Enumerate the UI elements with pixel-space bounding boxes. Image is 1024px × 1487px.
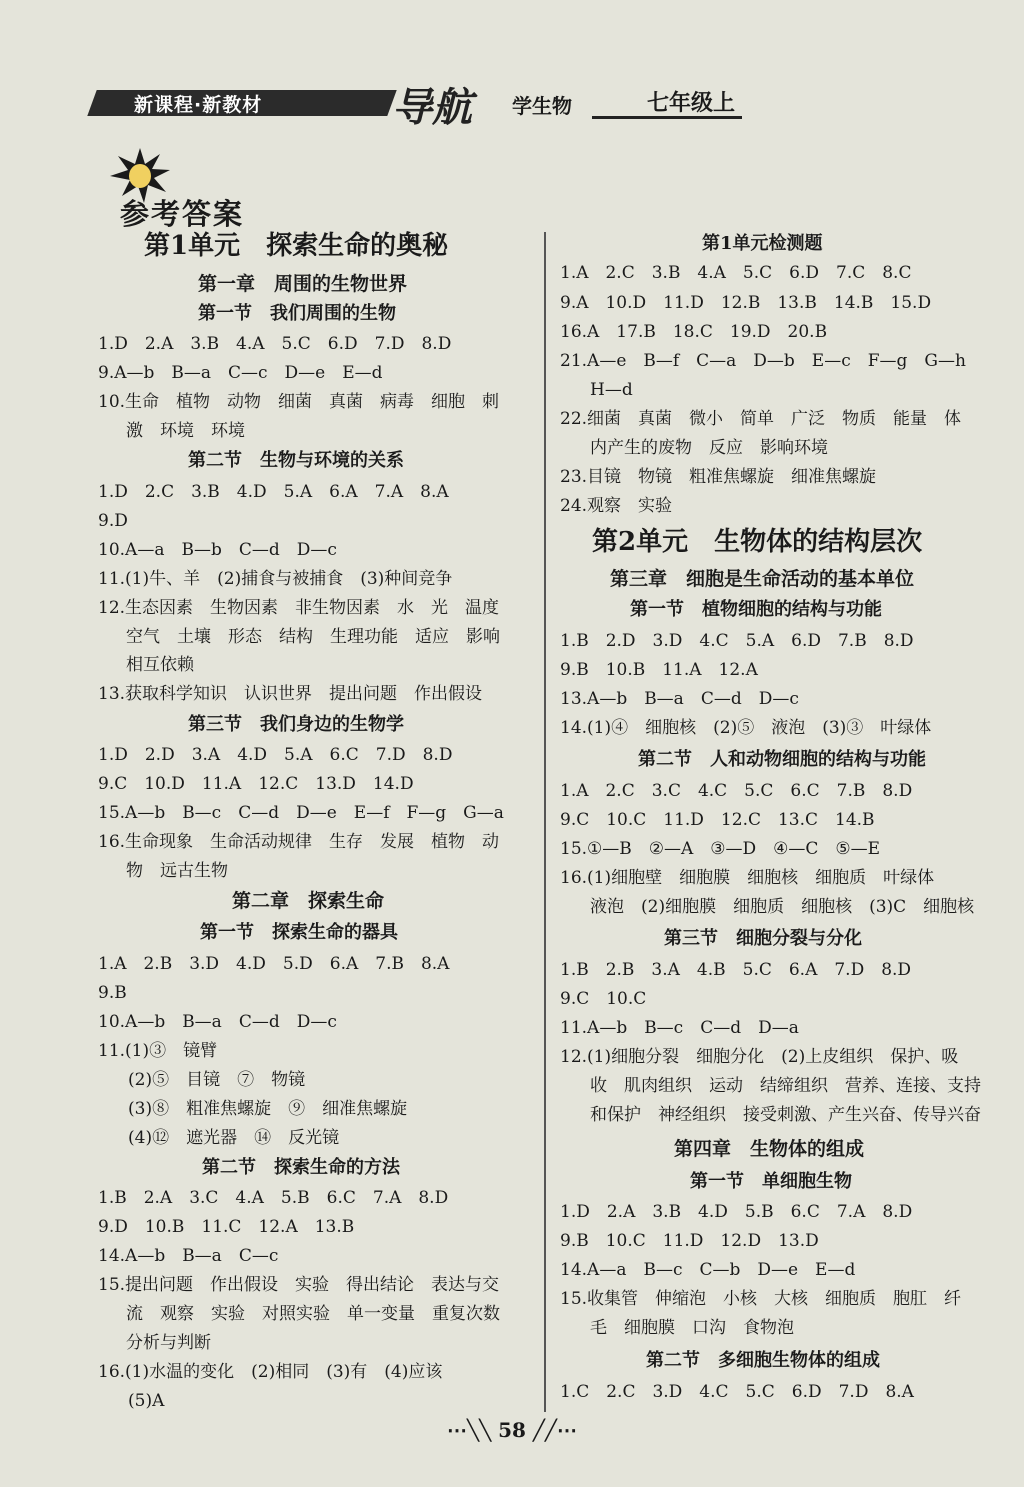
answer-line: 9.B 10.C 11.D 12.D 13.D <box>560 1231 819 1251</box>
answer-line: 9.D <box>98 511 128 531</box>
answer-line: 流 观察 实验 对照实验 单一变量 重复次数 <box>126 1304 500 1324</box>
answer-line: 11.(1)③ 镜臂 <box>98 1041 218 1061</box>
section-heading: 第三节 细胞分裂与分化 <box>664 928 862 949</box>
section-heading: 第一节 我们周围的生物 <box>198 303 396 324</box>
answer-line: 9.C 10.C 11.D 12.C 13.C 14.B <box>560 810 875 830</box>
answer-line: 22.细菌 真菌 微小 简单 广泛 物质 能量 体 <box>560 409 962 429</box>
answer-line: 14.A—b B—a C—c <box>98 1246 279 1266</box>
answer-line: 16.生命现象 生命活动规律 生存 发展 植物 动 <box>98 832 500 852</box>
answer-line: 9.C 10.D 11.A 12.C 13.D 14.D <box>98 774 414 794</box>
page-number: ⋯╲╲ 58 ╱╱⋯ <box>447 1418 577 1442</box>
answer-line: 15.①—B ②—A ③—D ④—C ⑤—E <box>560 839 881 859</box>
answer-line: 收 肌肉组织 运动 结缔组织 营养、连接、支持 <box>590 1076 981 1096</box>
answer-line: 9.D 10.B 11.C 12.A 13.B <box>98 1217 355 1237</box>
answer-line: 和保护 神经组织 接受刺激、产生兴奋、传导兴奋 <box>590 1105 981 1125</box>
answer-line: 1.B 2.A 3.C 4.A 5.B 6.C 7.A 8.D <box>98 1188 449 1208</box>
answer-line: 21.A—e B—f C—a D—b E—c F—g G—h <box>560 351 966 371</box>
answer-line: 激 环境 环境 <box>126 421 245 441</box>
subject-label: 学生物 <box>512 94 572 118</box>
chapter-heading: 第二章 探索生命 <box>232 890 385 912</box>
section-heading: 第1单元检测题 <box>702 233 823 254</box>
chapter-heading: 第一章 周围的生物世界 <box>198 273 408 295</box>
column-divider <box>544 232 546 1412</box>
answer-line: 11.A—b B—c C—d D—a <box>560 1018 799 1038</box>
answer-line: 16.(1)细胞壁 细胞膜 细胞核 细胞质 叶绿体 <box>560 868 935 888</box>
section-heading: 第二节 生物与环境的关系 <box>188 450 404 471</box>
answer-line: (2)⑤ 目镜 ⑦ 物镜 <box>128 1070 306 1090</box>
answer-line: 9.B 10.B 11.A 12.A <box>560 660 758 680</box>
answer-line: 内产生的废物 反应 影响环境 <box>590 438 828 458</box>
answer-line: 1.A 2.B 3.D 4.D 5.D 6.A 7.B 8.A <box>98 954 450 974</box>
answer-line: 分析与判断 <box>126 1333 211 1353</box>
answer-line: 15.收集管 伸缩泡 小核 大核 细胞质 胞肛 纤 <box>560 1289 962 1309</box>
section-heading: 第一节 单细胞生物 <box>690 1171 852 1192</box>
answer-line: 1.B 2.B 3.A 4.B 5.C 6.A 7.D 8.D <box>560 960 912 980</box>
answer-line: 液泡 (2)细胞膜 细胞质 细胞核 (3)C 细胞核 <box>590 897 975 917</box>
answer-line: 毛 细胞膜 口沟 食物泡 <box>590 1318 794 1338</box>
section-heading: 第一节 植物细胞的结构与功能 <box>630 599 882 620</box>
header-underline <box>592 116 742 119</box>
answer-line: 16.(1)水温的变化 (2)相同 (3)有 (4)应该 <box>98 1362 443 1382</box>
answer-line: 1.D 2.A 3.B 4.D 5.B 6.C 7.A 8.D <box>560 1202 913 1222</box>
answer-title: 参考答案 <box>120 197 245 231</box>
chapter-heading: 第三章 细胞是生命活动的基本单位 <box>610 568 915 590</box>
answer-line: 9.C 10.C <box>560 989 647 1009</box>
answer-line: 10.A—b B—a C—d D—c <box>98 1012 337 1032</box>
answer-line: 空气 土壤 形态 结构 生理功能 适应 影响 <box>126 627 500 647</box>
answer-line: 15.提出问题 作出假设 实验 得出结论 表达与交 <box>98 1275 500 1295</box>
section-heading: 第一节 探索生命的器具 <box>200 922 398 943</box>
answer-line: 10.A—a B—b C—d D—c <box>98 540 337 560</box>
answer-line: H—d <box>590 380 633 400</box>
answer-line: 13.A—b B—a C—d D—c <box>560 689 799 709</box>
answer-line: (5)A <box>128 1391 165 1411</box>
answer-line: 15.A—b B—c C—d D—e E—f F—g G—a <box>98 803 504 823</box>
answer-line: (4)⑫ 遮光器 ⑭ 反光镜 <box>128 1128 340 1148</box>
answer-line: 24.观察 实验 <box>560 496 673 516</box>
answer-line: 23.目镜 物镜 粗准焦螺旋 细准焦螺旋 <box>560 467 877 487</box>
answer-line: 9.B <box>98 983 127 1003</box>
section-heading: 第二节 探索生命的方法 <box>202 1157 400 1178</box>
answer-line: 14.(1)④ 细胞核 (2)⑤ 液泡 (3)③ 叶绿体 <box>560 718 932 738</box>
answer-line: 物 远古生物 <box>126 861 228 881</box>
answer-line: 11.(1)牛、羊 (2)捕食与被捕食 (3)种间竞争 <box>98 569 453 589</box>
answer-line: 14.A—a B—c C—b D—e E—d <box>560 1260 856 1280</box>
answer-line: 相互依赖 <box>126 655 194 675</box>
answer-line: 12.(1)细胞分裂 细胞分化 (2)上皮组织 保护、吸 <box>560 1047 959 1067</box>
answer-line: 13.获取科学知识 认识世界 提出问题 作出假设 <box>98 684 483 704</box>
answer-line: 9.A—b B—a C—c D—e E—d <box>98 363 383 383</box>
grade-label: 七年级上 <box>647 90 736 116</box>
answer-line: 16.A 17.B 18.C 19.D 20.B <box>560 322 828 342</box>
section-heading: 第三节 我们身边的生物学 <box>188 714 404 735</box>
series-title: 新课程·新教材 <box>134 94 263 116</box>
answer-line: 1.D 2.C 3.B 4.D 5.A 6.A 7.A 8.A <box>98 482 449 502</box>
chapter-heading: 第四章 生物体的组成 <box>674 1138 865 1160</box>
unit-heading: 第2单元 生物体的结构层次 <box>592 527 923 557</box>
section-heading: 第二节 多细胞生物体的组成 <box>646 1350 880 1371</box>
answer-line: 1.D 2.D 3.A 4.D 5.A 6.C 7.D 8.D <box>98 745 453 765</box>
answer-line: 1.A 2.C 3.B 4.A 5.C 6.D 7.C 8.C <box>560 263 912 283</box>
page-header <box>92 84 736 131</box>
unit-heading: 第1单元 探索生命的奥秘 <box>144 231 449 261</box>
answer-line: 12.生态因素 生物因素 非生物因素 水 光 温度 <box>98 598 500 618</box>
answer-line: 10.生命 植物 动物 细菌 真菌 病毒 细胞 刺 <box>98 392 500 412</box>
answer-line: (3)⑧ 粗准焦螺旋 ⑨ 细准焦螺旋 <box>128 1099 408 1119</box>
answer-line: 1.C 2.C 3.D 4.C 5.C 6.D 7.D 8.A <box>560 1382 914 1402</box>
answer-line: 1.B 2.D 3.D 4.C 5.A 6.D 7.B 8.D <box>560 631 914 651</box>
answer-line: 1.A 2.C 3.C 4.C 5.C 6.C 7.B 8.D <box>560 781 913 801</box>
section-heading: 第二节 人和动物细胞的结构与功能 <box>638 749 926 770</box>
brand-logo: 导航 <box>392 84 472 131</box>
answer-line: 9.A 10.D 11.D 12.B 13.B 14.B 15.D <box>560 293 932 313</box>
answer-line: 1.D 2.A 3.B 4.A 5.C 6.D 7.D 8.D <box>98 334 452 354</box>
page-number-text: 58 <box>498 1418 526 1442</box>
